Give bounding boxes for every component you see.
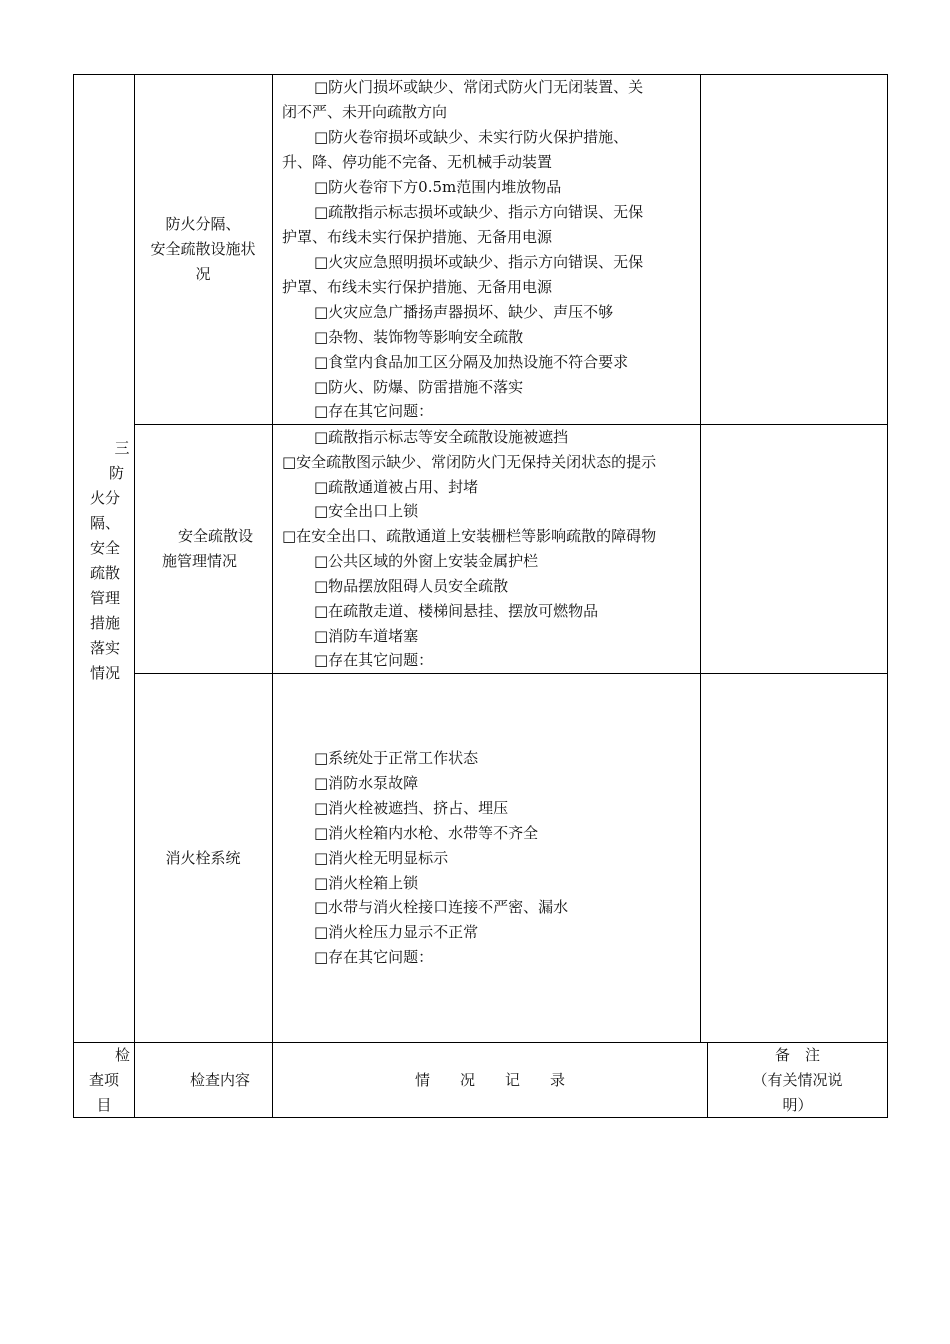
table-left-border bbox=[73, 74, 74, 1118]
row3-item: □存在其它问题： bbox=[314, 948, 434, 966]
category-line: 消火栓系统 bbox=[165, 849, 241, 867]
section-title-line: 疏散 bbox=[89, 564, 120, 582]
row2-item: □存在其它问题： bbox=[314, 651, 434, 669]
footer-col4-line: （有关情况说 bbox=[752, 1071, 843, 1089]
row3-item: □消火栓压力显示不正常 bbox=[314, 923, 479, 941]
row3-item: □消火栓箱内水枪、水带等不齐全 bbox=[314, 824, 539, 842]
row1-item: □火灾应急广播扬声器损坏、缺少、声压不够 bbox=[314, 303, 614, 321]
row1-item: □疏散指示标志损坏或缺少、指示方向错误、无保 bbox=[314, 203, 644, 221]
row1-category bbox=[136, 212, 270, 287]
section-title-line: 火分 bbox=[89, 489, 120, 507]
footer-col-situation-record bbox=[273, 1068, 707, 1093]
row2-item: □物品摆放阻碍人员安全疏散 bbox=[314, 577, 509, 595]
row1-item: 护罩、布线未实行保护措施、无备用电源 bbox=[282, 278, 553, 296]
col-divider-2 bbox=[272, 74, 273, 1118]
table-right-border bbox=[887, 74, 888, 1118]
footer-col1-line: 查项 bbox=[88, 1071, 119, 1089]
row2-item: □安全出口上锁 bbox=[314, 502, 419, 520]
section-title bbox=[80, 461, 130, 686]
row1-item: □防火、防爆、防雷措施不落实 bbox=[314, 378, 524, 396]
row3-item: □系统处于正常工作状态 bbox=[314, 749, 479, 767]
row2-item: □在疏散走道、楼梯间悬挂、摆放可燃物品 bbox=[314, 602, 599, 620]
row2-item: □消防车道堵塞 bbox=[314, 627, 419, 645]
row1-item: □杂物、装饰物等影响安全疏散 bbox=[314, 328, 524, 346]
footer-col4-line: 明） bbox=[782, 1096, 813, 1114]
section-title-line: 隔、 bbox=[89, 514, 120, 532]
section-title-line: 管理 bbox=[89, 589, 120, 607]
row2-item: □公共区域的外窗上安装金属护栏 bbox=[314, 552, 539, 570]
row2-item: □疏散指示标志等安全疏散设施被遮挡 bbox=[314, 428, 569, 446]
section-title-line: 落实 bbox=[89, 639, 120, 657]
footer-col-inspection-item bbox=[74, 1043, 134, 1118]
footer-col-inspection-content bbox=[150, 1068, 290, 1093]
section-title-line: 防 bbox=[108, 464, 124, 482]
row1-item: □防火卷帘下方0.5m范围内堆放物品 bbox=[314, 178, 562, 196]
footer-col1-line: 检 bbox=[114, 1046, 130, 1064]
row1-item: 闭不严、未开向疏散方向 bbox=[282, 103, 448, 121]
category-line: 防火分隔、 bbox=[165, 215, 241, 233]
row1-item: □火灾应急照明损坏或缺少、指示方向错误、无保 bbox=[314, 253, 644, 271]
row1-item: □防火卷帘损坏或缺少、未实行防火保护措施、 bbox=[314, 128, 629, 146]
row3-category bbox=[136, 846, 270, 871]
footer-col1-line: 目 bbox=[96, 1096, 112, 1114]
col-divider-1 bbox=[134, 74, 135, 1118]
footer-col4-line: 备 注 bbox=[774, 1046, 820, 1064]
row2-category bbox=[136, 524, 270, 574]
section-title-line: 措施 bbox=[89, 614, 120, 632]
row1-item: □防火门损坏或缺少、常闭式防火门无闭装置、关 bbox=[314, 78, 644, 96]
col-divider-3 bbox=[700, 74, 701, 1043]
row2-item: □疏散通道被占用、封堵 bbox=[314, 478, 479, 496]
category-line: 况 bbox=[195, 265, 211, 283]
row2-item: □在安全出口、疏散通道上安装栅栏等影响疏散的障碍物 bbox=[282, 527, 657, 545]
footer-col2-text: 检查内容 bbox=[189, 1071, 250, 1089]
row1-item: 护罩、布线未实行保护措施、无备用电源 bbox=[282, 228, 553, 246]
footer-col-remarks bbox=[708, 1043, 887, 1118]
row3-item: □消防水泵故障 bbox=[314, 774, 419, 792]
section-number bbox=[110, 436, 134, 461]
section-title-line: 情况 bbox=[89, 664, 120, 682]
row2-item: □安全疏散图示缺少、常闭防火门无保持关闭状态的提示 bbox=[282, 453, 657, 471]
category-line: 安全疏散设施状 bbox=[150, 240, 256, 258]
row3-item: □消火栓箱上锁 bbox=[314, 874, 419, 892]
section-title-line: 安全 bbox=[89, 539, 120, 557]
row3-item: □消火栓被遮挡、挤占、埋压 bbox=[314, 799, 509, 817]
row-divider-2 bbox=[134, 673, 888, 674]
row1-item: □食堂内食品加工区分隔及加热设施不符合要求 bbox=[314, 353, 629, 371]
row1-item: 升、降、停功能不完备、无机械手动装置 bbox=[282, 153, 553, 171]
section-number-text: 三 bbox=[114, 439, 130, 457]
category-line: 施管理情况 bbox=[162, 552, 238, 570]
row3-item: □水带与消火栓接口连接不严密、漏水 bbox=[314, 898, 569, 916]
row1-item: □存在其它问题： bbox=[314, 402, 434, 420]
category-line: 安全疏散设 bbox=[178, 527, 254, 545]
row3-item: □消火栓无明显标示 bbox=[314, 849, 449, 867]
footer-col3-text: 情 况 记 录 bbox=[414, 1071, 565, 1089]
